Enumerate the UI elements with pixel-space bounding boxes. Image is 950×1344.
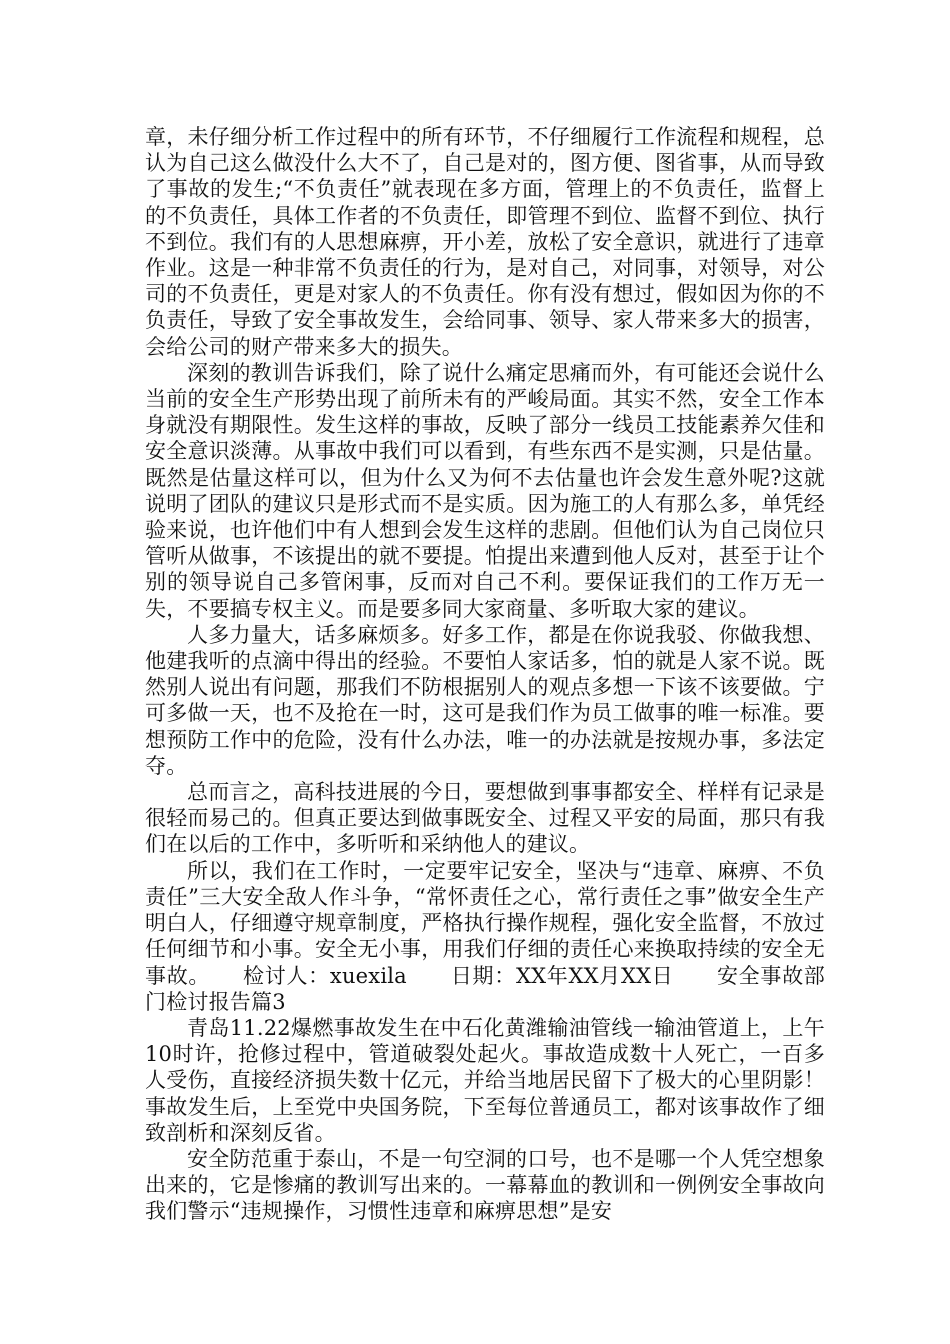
paragraph-7: 安全防范重于泰山，不是一句空洞的口号，也不是哪一个人凭空想象出来的，它是惨痛的教训写出来的。一幕幕血的教训和一例例安全事故向我们警示“违规操作，习惯性违章和麻痹思想”是安 xyxy=(145,1146,825,1224)
paragraph-6: 青岛11.22爆燃事故发生在中石化黄潍输油管线一输油管道上，上午10时许，抢修过程中，管道破裂处起火。事故造成数十人死亡，一百多人受伤，直接经济损失数十亿元，并给当地居民留下了极大的心里阴影！事故发生后，上至党中央国务院，下至每位普通员工，都对该事故作了细致剖析和深刻反省。 xyxy=(145,1015,825,1145)
paragraph-4: 总而言之，高科技进展的今日，要想做到事事都安全、样样有记录是很轻而易己的。但真正要达到做事既安全、过程又平安的局面，那只有我们在以后的工作中，多听听和采纳他人的建议。 xyxy=(145,780,825,857)
document-body xyxy=(145,124,825,1225)
paragraph-2: 深刻的教训告诉我们，除了说什么痛定思痛而外，有可能还会说什么当前的安全生产形势出现了前所未有的严峻局面。其实不然，安全工作本身就没有期限性。发生这样的事故，反映了部分一线员工技能素养欠佳和安全意识淡薄。从事故中我们可以看到，有些东西不是实测，只是估量。既然是估量这样可以，但为什么又为何不去估量也许会发生意外呢?这就说明了团队的建议只是形式而不是实质。因为施工的人有那么多，单凭经验来说，也许他们中有人想到会发生这样的悲剧。但他们认为自己岗位只管听从做事，不该提出的就不要提。怕提出来遭到他人反对，甚至于让个别的领导说自己多管闲事，反而对自己不利。要保证我们的工作万无一失，不要搞专权主义。而是要多同大家商量、多听取大家的建议。 xyxy=(145,360,825,621)
paragraph-5: 所以，我们在工作时，一定要牢记安全，坚决与“违章、麻痹、不负责任”三大安全敌人作斗争，“常怀责任之心，常行责任之事”做安全生产明白人，仔细遵守规章制度，严格执行操作规程，强化安全监督，不放过任何细节和小事。安全无小事，用我们仔细的责任心来换取持续的安全无事故。 检讨人：xuexila 日期：XX年XX月XX日 安全事故部门检讨报告篇3 xyxy=(145,858,825,1014)
paragraph-1: 章，未仔细分析工作过程中的所有环节，不仔细履行工作流程和规程，总认为自己这么做没什么大不了，自己是对的，图方便、图省事，从而导致了事故的发生;“不负责任”就表现在多方面，管理上的不负责任，监督上的不负责任，具体工作者的不负责任，即管理不到位、监督不到位、执行不到位。我们有的人思想麻痹，开小差，放松了安全意识，就进行了违章作业。这是一种非常不负责任的行为，是对自己，对同事，对领导，对公司的不负责任，更是对家人的不负责任。你有没有想过，假如因为你的不负责任，导致了安全事故发生，会给同事、领导、家人带来多大的损害，会给公司的财产带来多大的损失。 xyxy=(145,125,825,359)
paragraph-3: 人多力量大，话多麻烦多。好多工作，都是在你说我驳、你做我想、他建我听的点滴中得出的经验。不要怕人家话多，怕的就是人家不说。既然别人说出有问题，那我们不防根据别人的观点多想一下该不该要做。宁可多做一天，也不及抢在一时，这可是我们作为员工做事的唯一标准。要想预防工作中的危险，没有什么办法，唯一的办法就是按规办事，多法定夺。 xyxy=(145,622,825,778)
